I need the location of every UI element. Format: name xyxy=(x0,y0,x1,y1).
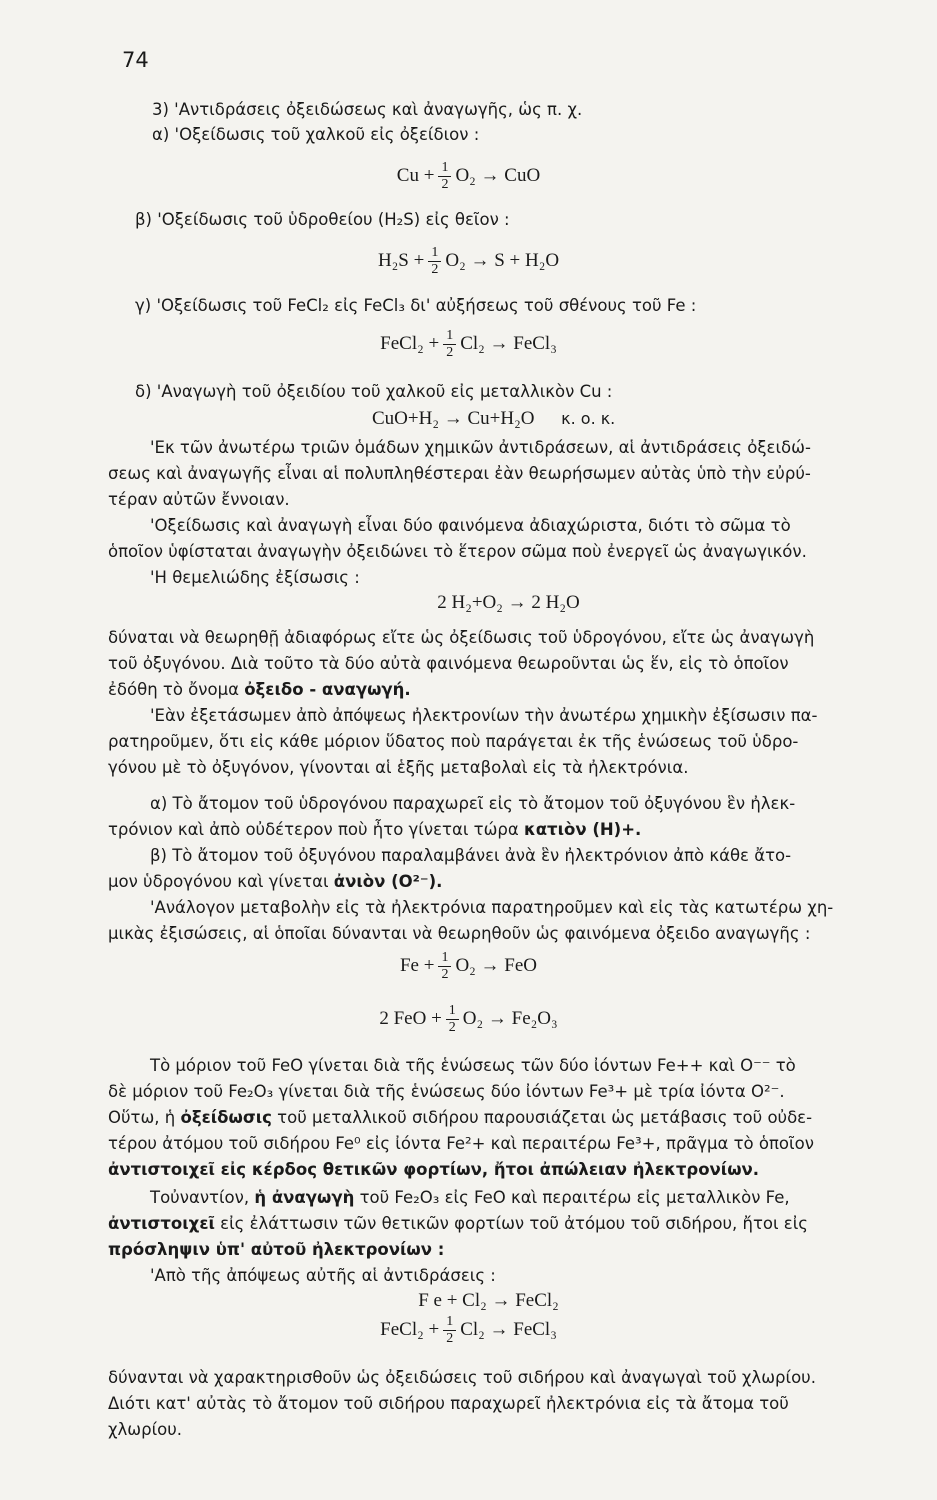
paragraph-line: τοῦ ὀξυγόνου. Διὰ τοῦτο τὰ δύο αὐτὰ φαινόμενα θεωροῦνται ὡς ἕν, εἰς τὸ ὁποῖον xyxy=(108,654,789,673)
paragraph-line: δὲ μόριον τοῦ Fe₂O₃ γίνεται διὰ τῆς ἑνώσεως δύο ἰόντων Fe³+ μὲ τρία ἰόντα O²⁻. xyxy=(108,1082,785,1101)
text-run: Τοὐναντίον, xyxy=(150,1188,255,1207)
paragraph-line xyxy=(108,1212,928,1236)
text-run: Οὕτω, ἡ xyxy=(108,1108,181,1127)
paragraph-line: 'Εκ τῶν ἀνωτέρω τριῶν ὁμάδων χημικῶν ἀντιδράσεων, αἱ ἀντιδράσεις ὀξειδώ- xyxy=(150,438,811,457)
paragraph-line: α) Τὸ ἄτομον τοῦ ὑδρογόνου παραχωρεῖ εἰς τὸ ἄτομον τοῦ ὀξυγόνου ἓν ἠλεκ- xyxy=(150,794,796,813)
fraction-half: $\frac{1}{2}$ xyxy=(438,950,451,983)
paragraph-line: μικὰς ἐξισώσεις, αἱ ὁποῖαι δύνανται νὰ θεωρηθοῦν ὡς φαινόμενα ὀξειδο αναγωγῆς : xyxy=(108,924,811,943)
page-number: 74 xyxy=(122,48,149,72)
bold-term: ὀξειδο - αναγωγή. xyxy=(244,680,411,699)
paragraph-line: τέραν αὐτῶν ἔννοιαν. xyxy=(108,490,290,509)
paragraph-line: 'Εὰν ἐξετάσωμεν ἀπὸ ἀπόψεως ἠλεκτρονίων τὴν ἀνωτέρω χημικὴν ἐξίσωσιν πα- xyxy=(150,706,818,725)
paragraph-line: δύνανται νὰ χαρακτηρισθοῦν ὡς ὀξειδώσεις τοῦ σιδήρου καὶ ἀναγωγαὶ τοῦ χλωρίου. xyxy=(108,1368,816,1387)
paragraph-line xyxy=(108,678,928,702)
equation-h2s-oxidation xyxy=(0,245,937,278)
paragraph-line: χλωρίου. xyxy=(108,1420,183,1439)
paragraph-line: 'Ανάλογον μεταβολὴν εἰς τὰ ἠλεκτρόνια παρατηροῦμεν καὶ εἰς τὰς κατωτέρω χη- xyxy=(150,898,834,917)
equation-right: O₂ → Fe₂O₃ xyxy=(462,1007,558,1029)
equation-copper-oxidation xyxy=(0,160,937,193)
paragraph-line: 'Η θεμελιώδης ἐξίσωσις : xyxy=(150,568,360,587)
paragraph-line: ὁποῖον ὑφίσταται ἀναγωγὴν ὀξειδώνει τὸ ἕτερον σῶμα ποὺ ἐνεργεῖ ὡς ἀναγωγικόν. xyxy=(108,542,807,561)
equation-left: Fe + xyxy=(399,954,435,976)
equation-left: H₂S + xyxy=(377,249,425,271)
bold-term: ὀξείδωσις xyxy=(180,1108,272,1127)
paragraph-line xyxy=(150,1186,937,1210)
paragraph-line: γόνου μὲ τὸ ὀξυγόνον, γίνονται αἱ ἑξῆς μεταβολαὶ εἰς τὰ ἠλεκτρόνια. xyxy=(108,758,689,777)
paragraph-line: τέρου ἀτόμου τοῦ σιδήρου Fe⁰ εἰς ἰόντα Fe²+ καὶ περαιτέρω Fe³+, πρᾶγμα τὸ ὁποῖον xyxy=(108,1134,814,1153)
equation-right: Cl₂ → FeCl₃ xyxy=(460,332,557,354)
equation-right: O₂ → FeO xyxy=(455,954,538,976)
equation-left: FeCl₂ + xyxy=(380,332,440,354)
equation-iron-chlorination: F e + Cl₂ → FeCl₂ xyxy=(418,1290,559,1311)
text-run: εἰς ἐλάττωσιν τῶν θετικῶν φορτίων τοῦ ἀτόμου τοῦ σιδήρου, ἤτοι εἰς xyxy=(214,1214,808,1233)
equation-fecl2-chlorination xyxy=(0,1314,937,1347)
equation-right: Cl₂ → FeCl₃ xyxy=(460,1318,557,1340)
equation-fecl2-oxidation xyxy=(0,328,937,361)
bold-term: ἀντιστοιχεῖ xyxy=(108,1214,215,1233)
text-run: τρόνιον καὶ ἀπὸ οὐδέτερον ποὺ ἦτο γίνεται τώρα xyxy=(108,820,524,839)
paragraph-line: σεως καὶ ἀναγωγῆς εἶναι αἱ πολυπληθέστεραι ἐὰν θεωρήσωμεν αὐτὰς ὑπὸ τὴν εὐρύ- xyxy=(108,464,811,483)
paragraph-line-bold: πρόσληψιν ὑπ' αὐτοῦ ἠλεκτρονίων : xyxy=(108,1240,445,1259)
paragraph-line: 'Απὸ τῆς ἀπόψεως αὐτῆς αἱ ἀντιδράσεις : xyxy=(150,1266,496,1285)
fraction-half: $\frac{1}{2}$ xyxy=(438,160,451,193)
fraction-half: $\frac{1}{2}$ xyxy=(428,245,441,278)
paragraph-line-bold: ἀντιστοιχεῖ εἰς κέρδος θετικῶν φορτίων, ἤτοι ἀπώλειαν ἠλεκτρονίων. xyxy=(108,1160,760,1179)
equation-left: FeCl₂ + xyxy=(380,1318,440,1340)
paragraph-line: Τὸ μόριον τοῦ FeO γίνεται διὰ τῆς ἑνώσεως τῶν δύο ἰόντων Fe++ καὶ O⁻⁻ τὸ xyxy=(150,1056,796,1075)
equation-right: O₂ → S + H₂O xyxy=(445,249,560,271)
text-run: τοῦ Fe₂O₃ εἰς FeO καὶ περαιτέρω εἰς μεταλλικὸν Fe, xyxy=(354,1188,790,1207)
fraction-half: $\frac{1}{2}$ xyxy=(446,1003,459,1036)
equation-ferric-oxide xyxy=(0,1003,937,1036)
item-beta: β) 'Οξείδωσις τοῦ ὑδροθείου (H₂S) εἰς θεῖον : xyxy=(135,210,510,229)
equation-left: 2 FeO + xyxy=(379,1007,442,1029)
paragraph-line xyxy=(108,1106,928,1130)
equation-right: O₂ → CuO xyxy=(455,164,541,186)
item-gamma: γ) 'Οξείδωσις τοῦ FeCl₂ εἰς FeCl₃ δι' αὐξήσεως τοῦ σθένους τοῦ Fe : xyxy=(135,296,697,315)
paragraph-line xyxy=(108,818,928,842)
text-run: ἐδόθη τὸ ὄνομα xyxy=(108,680,245,699)
bold-term: ἀνιὸν (O²⁻). xyxy=(333,872,443,891)
paragraph-line xyxy=(108,870,928,894)
etc-note: κ. ο. κ. xyxy=(561,409,616,428)
item-delta: δ) 'Αναγωγὴ τοῦ ὀξειδίου τοῦ χαλκοῦ εἰς μεταλλικὸν Cu : xyxy=(135,382,613,401)
fraction-half: $\frac{1}{2}$ xyxy=(443,1314,456,1347)
equation-cuo-reduction xyxy=(372,408,615,430)
bold-term: ἡ ἀναγωγὴ xyxy=(254,1188,355,1207)
equation-text: CuO+H₂ → Cu+H₂O xyxy=(372,408,535,429)
section-heading: 3) 'Αντιδράσεις ὀξειδώσεως καὶ ἀναγωγῆς, ὡς π. χ. xyxy=(152,100,583,119)
equation-left: Cu + xyxy=(396,164,435,186)
text-run: μον ὑδρογόνου καὶ γίνεται xyxy=(108,872,334,891)
bold-term: κατιὸν (H)+. xyxy=(524,820,642,839)
paragraph-line: β) Τὸ ἄτομον τοῦ ὀξυγόνου παραλαμβάνει ἀνὰ ἓν ἠλεκτρόνιον ἀπὸ κάθε ἄτο- xyxy=(150,846,792,865)
equation-iron-oxide xyxy=(0,950,937,983)
item-alpha: α) 'Οξείδωσις τοῦ χαλκοῦ εἰς ὀξείδιον : xyxy=(152,125,480,144)
equation-water-formation: 2 H₂+O₂ → 2 H₂O xyxy=(437,592,580,613)
paragraph-line: Διότι κατ' αὐτὰς τὸ ἄτομον τοῦ σιδήρου παραχωρεῖ ἠλεκτρόνια εἰς τὰ ἄτομα τοῦ xyxy=(108,1394,789,1413)
text-run: τοῦ μεταλλικοῦ σιδήρου παρουσιάζεται ὡς μετάβασις τοῦ οὐδε- xyxy=(271,1108,813,1127)
paragraph-line: δύναται νὰ θεωρηθῇ ἀδιαφόρως εἴτε ὡς ὀξείδωσις τοῦ ὑδρογόνου, εἴτε ὡς ἀναγωγὴ xyxy=(108,628,815,647)
paragraph-line: 'Οξείδωσις καὶ ἀναγωγὴ εἶναι δύο φαινόμενα ἀδιαχώριστα, διότι τὸ σῶμα τὸ xyxy=(150,516,791,535)
paragraph-line: ρατηροῦμεν, ὅτι εἰς κάθε μόριον ὕδατος ποὺ παράγεται ἐκ τῆς ἑνώσεως τοῦ ὑδρο- xyxy=(108,732,799,751)
fraction-half: $\frac{1}{2}$ xyxy=(443,328,456,361)
